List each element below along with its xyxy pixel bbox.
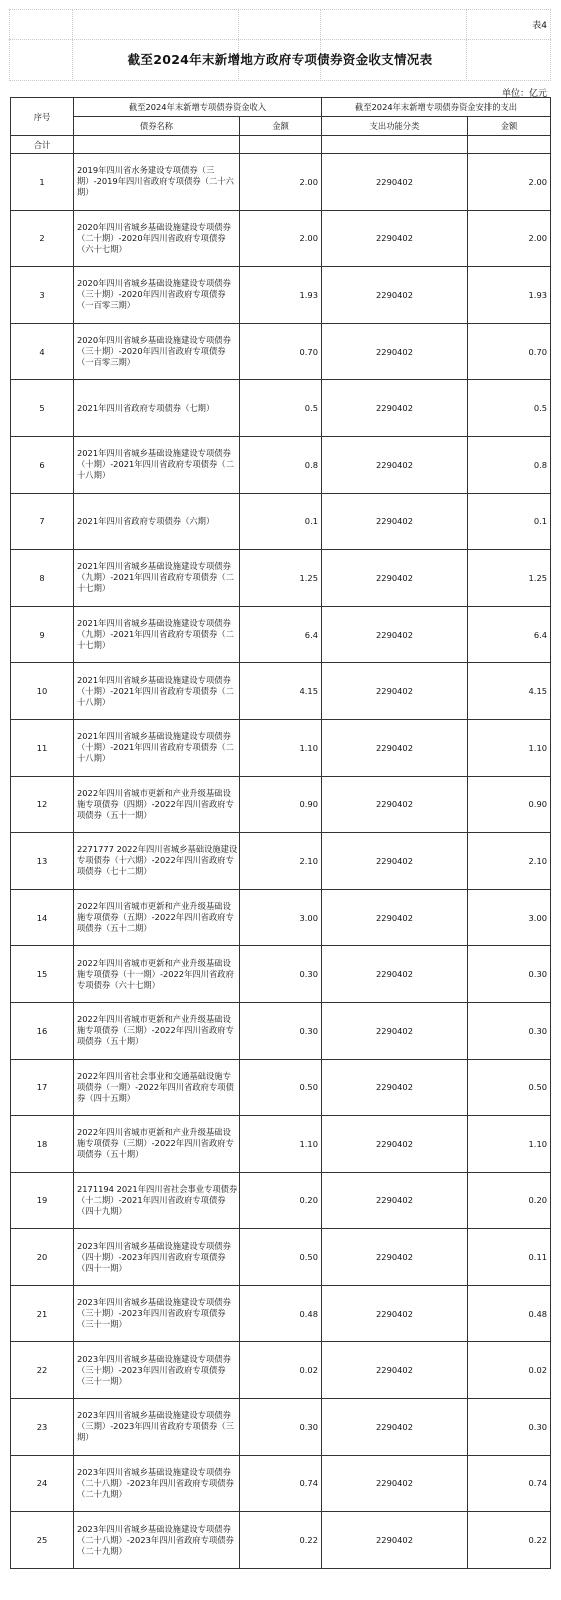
header-row-columns (11, 117, 551, 136)
row-bond-name: 2023年四川省城乡基础设施建设专项债券（四十期）-2023年四川省政府专项债券（四十一期） (74, 1229, 240, 1286)
row-seq: 24 (11, 1455, 74, 1512)
table-number: 表4 (532, 21, 547, 31)
table-row (11, 833, 551, 890)
total-row (11, 136, 551, 154)
header-amount-expense: 金额 (468, 117, 551, 136)
row-expense-amount: 0.02 (468, 1342, 551, 1399)
row-bond-name: 2021年四川省城乡基础设施建设专项债券（十期）-2021年四川省政府专项债券（二十八期） (74, 663, 240, 720)
table-row (11, 323, 551, 380)
row-function-class: 2290402 (322, 323, 468, 380)
row-amount: 3.00 (240, 889, 322, 946)
row-bond-name: 2021年四川省政府专项债券（七期） (74, 380, 240, 437)
row-seq: 16 (11, 1002, 74, 1059)
row-amount: 0.30 (240, 1002, 322, 1059)
row-function-class: 2290402 (322, 380, 468, 437)
row-expense-amount: 0.50 (468, 1059, 551, 1116)
table-row (11, 889, 551, 946)
row-expense-amount: 0.22 (468, 1512, 551, 1569)
row-function-class: 2290402 (322, 1455, 468, 1512)
table-row (11, 946, 551, 1003)
row-amount: 2.10 (240, 833, 322, 890)
table-row (11, 1172, 551, 1229)
row-amount: 4.15 (240, 663, 322, 720)
row-seq: 15 (11, 946, 74, 1003)
row-expense-amount: 0.8 (468, 436, 551, 493)
table-row (11, 1229, 551, 1286)
table-row (11, 1399, 551, 1456)
row-expense-amount: 0.30 (468, 1399, 551, 1456)
header-row-group (11, 98, 551, 117)
table-row (11, 154, 551, 211)
row-function-class: 2290402 (322, 663, 468, 720)
row-expense-amount: 4.15 (468, 663, 551, 720)
row-amount: 1.25 (240, 550, 322, 607)
unit-label: 单位：亿元 (501, 89, 547, 99)
row-bond-name: 2171194 2021年四川省社会事业专项债券（十二期）-2021年四川省政府专项债券（四十九期） (74, 1172, 240, 1229)
header-expense-group: 截至2024年末新增专项债券资金安排的支出 (322, 98, 551, 117)
row-bond-name: 2022年四川省城市更新和产业升级基础设施专项债券（三期）-2022年四川省政府专项债券（五十期） (74, 1116, 240, 1173)
total-amount-cell (240, 136, 322, 154)
row-expense-amount: 0.48 (468, 1285, 551, 1342)
row-amount: 0.1 (240, 493, 322, 550)
row-amount: 2.00 (240, 154, 322, 211)
row-expense-amount: 0.11 (468, 1229, 551, 1286)
row-bond-name: 2023年四川省城乡基础设施建设专项债券（二十八期）-2023年四川省政府专项债券（二十九期） (74, 1512, 240, 1569)
row-bond-name: 2023年四川省城乡基础设施建设专项债券（三十期）-2023年四川省政府专项债券（三十一期） (74, 1285, 240, 1342)
header-gridlines (9, 9, 551, 81)
row-seq: 11 (11, 719, 74, 776)
table-row (11, 663, 551, 720)
row-seq: 23 (11, 1399, 74, 1456)
page-title: 截至2024年末新增地方政府专项债券资金收支情况表 (127, 52, 433, 67)
bond-fund-table (10, 97, 551, 1569)
row-expense-amount: 2.10 (468, 833, 551, 890)
row-function-class: 2290402 (322, 1172, 468, 1229)
row-seq: 25 (11, 1512, 74, 1569)
row-expense-amount: 0.90 (468, 776, 551, 833)
row-amount: 0.20 (240, 1172, 322, 1229)
row-expense-amount: 1.93 (468, 267, 551, 324)
row-bond-name: 2021年四川省政府专项债券（六期） (74, 493, 240, 550)
table-row (11, 493, 551, 550)
row-function-class: 2290402 (322, 154, 468, 211)
row-amount: 0.70 (240, 323, 322, 380)
row-expense-amount: 6.4 (468, 606, 551, 663)
row-expense-amount: 0.30 (468, 1002, 551, 1059)
row-function-class: 2290402 (322, 550, 468, 607)
table-row (11, 1285, 551, 1342)
row-function-class: 2290402 (322, 267, 468, 324)
row-bond-name: 2022年四川省城市更新和产业升级基础设施专项债券（四期）-2022年四川省政府专项债券（五十一期） (74, 776, 240, 833)
row-seq: 2 (11, 210, 74, 267)
table-row (11, 550, 551, 607)
row-bond-name: 2023年四川省城乡基础设施建设专项债券（三十期）-2023年四川省政府专项债券（三十一期） (74, 1342, 240, 1399)
row-function-class: 2290402 (322, 889, 468, 946)
row-seq: 1 (11, 154, 74, 211)
row-seq: 7 (11, 493, 74, 550)
row-function-class: 2290402 (322, 1285, 468, 1342)
row-bond-name: 2022年四川省城市更新和产业升级基础设施专项债券（三期）-2022年四川省政府专项债券（五十期） (74, 1002, 240, 1059)
row-seq: 10 (11, 663, 74, 720)
row-expense-amount: 2.00 (468, 154, 551, 211)
row-expense-amount: 0.70 (468, 323, 551, 380)
row-function-class: 2290402 (322, 1399, 468, 1456)
row-expense-amount: 3.00 (468, 889, 551, 946)
row-bond-name: 2021年四川省城乡基础设施建设专项债券（九期）-2021年四川省政府专项债券（二十七期） (74, 550, 240, 607)
row-seq: 13 (11, 833, 74, 890)
row-function-class: 2290402 (322, 1229, 468, 1286)
table-row (11, 1455, 551, 1512)
row-seq: 19 (11, 1172, 74, 1229)
row-amount: 0.50 (240, 1229, 322, 1286)
table-row (11, 606, 551, 663)
row-expense-amount: 0.30 (468, 946, 551, 1003)
row-function-class: 2290402 (322, 436, 468, 493)
row-expense-amount: 1.25 (468, 550, 551, 607)
row-amount: 0.48 (240, 1285, 322, 1342)
row-function-class: 2290402 (322, 833, 468, 890)
row-bond-name: 2020年四川省城乡基础设施建设专项债券（二十期）-2020年四川省政府专项债券（六十七期） (74, 210, 240, 267)
row-function-class: 2290402 (322, 1342, 468, 1399)
row-function-class: 2290402 (322, 1512, 468, 1569)
row-seq: 6 (11, 436, 74, 493)
row-bond-name: 2021年四川省城乡基础设施建设专项债券（十期）-2021年四川省政府专项债券（二十八期） (74, 436, 240, 493)
row-amount: 0.50 (240, 1059, 322, 1116)
row-expense-amount: 1.10 (468, 719, 551, 776)
row-seq: 18 (11, 1116, 74, 1173)
row-seq: 12 (11, 776, 74, 833)
row-seq: 20 (11, 1229, 74, 1286)
total-label: 合计 (11, 136, 74, 154)
row-seq: 14 (11, 889, 74, 946)
row-function-class: 2290402 (322, 1002, 468, 1059)
row-bond-name: 2020年四川省城乡基础设施建设专项债券（三十期）-2020年四川省政府专项债券（一百零三期） (74, 323, 240, 380)
table-row (11, 719, 551, 776)
row-bond-name: 2021年四川省城乡基础设施建设专项债券（十期）-2021年四川省政府专项债券（二十八期） (74, 719, 240, 776)
row-function-class: 2290402 (322, 1116, 468, 1173)
row-amount: 1.10 (240, 1116, 322, 1173)
table-row (11, 776, 551, 833)
row-amount: 1.10 (240, 719, 322, 776)
table-row (11, 1002, 551, 1059)
header-income-group: 截至2024年末新增专项债券资金收入 (74, 98, 322, 117)
table-row (11, 380, 551, 437)
row-function-class: 2290402 (322, 719, 468, 776)
row-bond-name: 2022年四川省城市更新和产业升级基础设施专项债券（十一期）-2022年四川省政府专项债券（六十七期） (74, 946, 240, 1003)
header-function-class: 支出功能分类 (322, 117, 468, 136)
row-amount: 1.93 (240, 267, 322, 324)
row-amount: 0.74 (240, 1455, 322, 1512)
table-row (11, 1116, 551, 1173)
row-function-class: 2290402 (322, 776, 468, 833)
row-bond-name: 2023年四川省城乡基础设施建设专项债券（三期）-2023年四川省政府专项债券（三期） (74, 1399, 240, 1456)
row-function-class: 2290402 (322, 606, 468, 663)
row-seq: 21 (11, 1285, 74, 1342)
table-row (11, 1059, 551, 1116)
row-seq: 22 (11, 1342, 74, 1399)
table-row (11, 1342, 551, 1399)
row-amount: 0.90 (240, 776, 322, 833)
row-seq: 4 (11, 323, 74, 380)
row-seq: 5 (11, 380, 74, 437)
row-seq: 17 (11, 1059, 74, 1116)
row-amount: 0.5 (240, 380, 322, 437)
row-amount: 0.30 (240, 946, 322, 1003)
table-row (11, 267, 551, 324)
row-expense-amount: 2.00 (468, 210, 551, 267)
header-amount: 金额 (240, 117, 322, 136)
row-expense-amount: 0.5 (468, 380, 551, 437)
header-seq: 序号 (11, 98, 74, 136)
row-function-class: 2290402 (322, 1059, 468, 1116)
row-bond-name: 2022年四川省社会事业和交通基础设施专项债券（一期）-2022年四川省政府专项债券（四十五期） (74, 1059, 240, 1116)
row-bond-name: 2022年四川省城市更新和产业升级基础设施专项债券（五期）-2022年四川省政府专项债券（五十二期） (74, 889, 240, 946)
row-expense-amount: 0.20 (468, 1172, 551, 1229)
row-function-class: 2290402 (322, 493, 468, 550)
row-amount: 0.30 (240, 1399, 322, 1456)
table-row (11, 1512, 551, 1569)
table-row (11, 436, 551, 493)
row-amount: 0.02 (240, 1342, 322, 1399)
row-expense-amount: 0.74 (468, 1455, 551, 1512)
row-bond-name: 2271777 2022年四川省城乡基础设施建设专项债券（十六期）-2022年四川省政府专项债券（七十二期） (74, 833, 240, 890)
row-expense-amount: 1.10 (468, 1116, 551, 1173)
header-bond-name: 债券名称 (74, 117, 240, 136)
table-row (11, 210, 551, 267)
row-function-class: 2290402 (322, 210, 468, 267)
row-seq: 8 (11, 550, 74, 607)
row-seq: 9 (11, 606, 74, 663)
row-amount: 2.00 (240, 210, 322, 267)
row-bond-name: 2023年四川省城乡基础设施建设专项债券（二十八期）-2023年四川省政府专项债券（二十九期） (74, 1455, 240, 1512)
row-amount: 6.4 (240, 606, 322, 663)
total-expense-cell (468, 136, 551, 154)
total-class-cell (322, 136, 468, 154)
row-amount: 0.8 (240, 436, 322, 493)
row-expense-amount: 0.1 (468, 493, 551, 550)
row-seq: 3 (11, 267, 74, 324)
row-amount: 0.22 (240, 1512, 322, 1569)
row-bond-name: 2019年四川省水务建设专项债券（三期）-2019年四川省政府专项债券（二十六期） (74, 154, 240, 211)
row-bond-name: 2020年四川省城乡基础设施建设专项债券（三十期）-2020年四川省政府专项债券（一百零三期） (74, 267, 240, 324)
row-bond-name: 2021年四川省城乡基础设施建设专项债券（九期）-2021年四川省政府专项债券（二十七期） (74, 606, 240, 663)
row-function-class: 2290402 (322, 946, 468, 1003)
total-name-cell (74, 136, 240, 154)
